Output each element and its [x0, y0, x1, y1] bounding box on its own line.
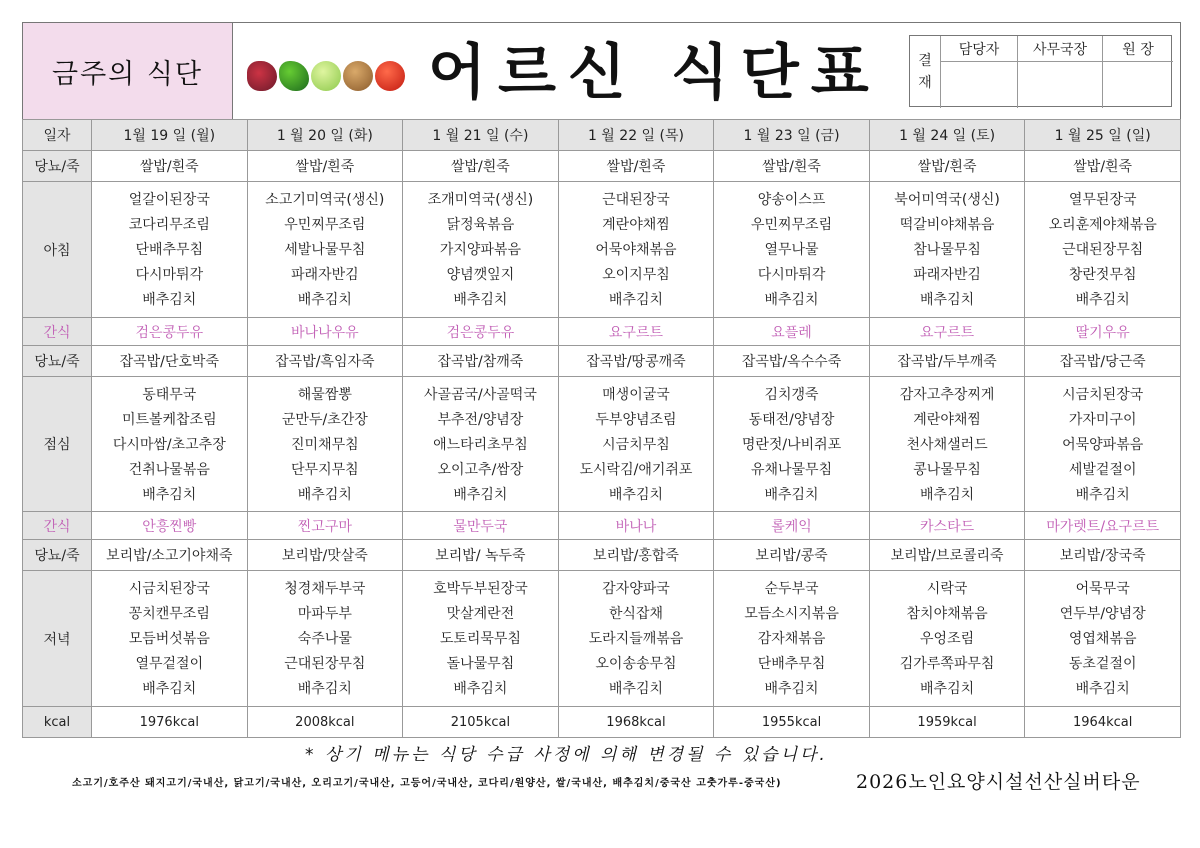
- menu-item: 돌나물무침: [446, 656, 515, 672]
- table-row: [23, 512, 1181, 540]
- menu-item: 시금치된장국: [1062, 387, 1144, 403]
- menu-item: 오이송송무침: [595, 656, 677, 672]
- table-row: [23, 571, 1181, 707]
- approval-label: [910, 36, 940, 108]
- menu-item: 배추김치: [453, 292, 508, 308]
- porridge-cell: 쌀밥/흰죽: [869, 151, 1025, 182]
- breakfast-cell: [403, 182, 559, 318]
- row-label: 당뇨/죽: [23, 346, 92, 377]
- menu-item: 파래자반김: [291, 267, 359, 283]
- porridge-cell: 보리밥/콩죽: [714, 540, 870, 571]
- menu-item: 배추김치: [764, 487, 819, 503]
- porridge-cell: 잡곡밥/당근죽: [1025, 346, 1181, 377]
- dinner-cell: [558, 571, 714, 707]
- porridge-cell: 보리밥/ 녹두죽: [403, 540, 559, 571]
- snack-cell: 요구르트: [558, 318, 714, 346]
- dinner-cell: [869, 571, 1025, 707]
- menu-item: 감자고추장찌게: [899, 387, 995, 403]
- lettuce-icon: [247, 61, 277, 91]
- porridge-cell: 잡곡밥/단호박죽: [92, 346, 248, 377]
- row-label: 당뇨/죽: [23, 540, 92, 571]
- menu-item: 마파두부: [297, 606, 352, 622]
- porridge-cell: 쌀밥/흰죽: [1025, 151, 1181, 182]
- menu-item: 우엉조림: [920, 631, 975, 647]
- menu-item: 우민찌무조림: [284, 217, 366, 233]
- menu-item: 배추김치: [764, 681, 819, 697]
- institution-name: 2026노인요양시설선산실버타운: [856, 771, 1141, 793]
- porridge-cell: 잡곡밥/참깨죽: [403, 346, 559, 377]
- porridge-cell: 잡곡밥/땅콩깨죽: [558, 346, 714, 377]
- snack-cell: 카스타드: [869, 512, 1025, 540]
- date-cell: 1 월 22 일 (목): [558, 120, 714, 151]
- menu-item: 한식잡채: [608, 606, 664, 622]
- approval-label-1: 결: [918, 53, 932, 69]
- menu-item: 배추김치: [1075, 681, 1130, 697]
- menu-item: 가자미구이: [1068, 412, 1137, 428]
- menu-item: 애느타리초무침: [433, 437, 528, 453]
- menu-item: 명란젓/나비쥐포: [741, 437, 842, 453]
- table-row: [23, 151, 1181, 182]
- menu-item: 닭정육볶음: [446, 217, 515, 233]
- kcal-cell: 1959kcal: [869, 707, 1025, 738]
- menu-item: 군만두/초간장: [281, 412, 368, 428]
- table-row: [23, 318, 1181, 346]
- porridge-cell: 보리밥/홍합죽: [558, 540, 714, 571]
- menu-item: 김가루쪽파무침: [899, 656, 995, 672]
- menu-item: 열무된장국: [1068, 192, 1137, 208]
- kcal-cell: 1955kcal: [714, 707, 870, 738]
- snack-cell: 바나나: [558, 512, 714, 540]
- lunch-cell: [558, 377, 714, 512]
- menu-item: 가지양파볶음: [439, 242, 521, 258]
- menu-item: 어묵야채볶음: [595, 242, 677, 258]
- snack-cell: 요구르트: [869, 318, 1025, 346]
- porridge-cell: 쌀밥/흰죽: [558, 151, 714, 182]
- porridge-cell: 쌀밥/흰죽: [714, 151, 870, 182]
- menu-item: 소고기미역국(생신): [265, 192, 385, 208]
- snack-cell: 딸기우유: [1025, 318, 1181, 346]
- snack-cell: 마가렛트/요구르트: [1025, 512, 1181, 540]
- menu-item: 얼갈이된장국: [128, 192, 210, 208]
- menu-item: 배추김치: [453, 487, 508, 503]
- menu-item: 진미채무침: [291, 437, 359, 453]
- menu-item: 숙주나물: [297, 631, 352, 647]
- table-row: [23, 182, 1181, 318]
- menu-item: 순두부국: [764, 581, 819, 597]
- menu-item: 배추김치: [297, 487, 352, 503]
- menu-item: 배추김치: [1075, 292, 1130, 308]
- menu-item: 단배추무침: [757, 656, 826, 672]
- menu-item: 사골곰국/사골떡국: [423, 387, 537, 403]
- menu-item: 양송이스프: [757, 192, 826, 208]
- snack-cell: 요플레: [714, 318, 870, 346]
- menu-item: 우민찌무조림: [750, 217, 833, 233]
- date-cell: 1 월 24 일 (토): [869, 120, 1025, 151]
- approval-signature-cell: [940, 61, 1017, 108]
- menu-item: 모듬버섯볶음: [128, 631, 210, 647]
- breakfast-cell: [558, 182, 714, 318]
- menu-item: 배추김치: [297, 292, 352, 308]
- vegetable-icons: [247, 61, 405, 91]
- menu-item: 배추김치: [608, 487, 664, 503]
- date-cell: 1 월 21 일 (수): [403, 120, 559, 151]
- porridge-cell: 쌀밥/흰죽: [92, 151, 248, 182]
- menu-item: 유채나물무침: [750, 462, 833, 478]
- kcal-cell: 2008kcal: [247, 707, 403, 738]
- menu-item: 단무지무침: [291, 462, 359, 478]
- menu-item: 감자채볶음: [757, 631, 826, 647]
- table-row: [23, 346, 1181, 377]
- porridge-cell: 잡곡밥/옥수수죽: [714, 346, 870, 377]
- snack-cell: 물만두국: [403, 512, 559, 540]
- menu-item: 시금치무침: [602, 437, 670, 453]
- date-cell: 1 월 25 일 (일): [1025, 120, 1181, 151]
- menu-item: 떡갈비야채볶음: [899, 217, 995, 233]
- approval-signature-cell: [1017, 61, 1102, 108]
- menu-item: 동태무국: [142, 387, 197, 403]
- menu-item: 시락국: [926, 581, 968, 597]
- menu-item: 꽁치캔무조림: [128, 606, 210, 622]
- menu-item: 김치갱죽: [764, 387, 819, 403]
- lunch-cell: [714, 377, 870, 512]
- menu-item: 배추김치: [608, 681, 664, 697]
- menu-item: 오이지무침: [602, 267, 670, 283]
- dinner-cell: [714, 571, 870, 707]
- week-label: 금주의 식단: [23, 23, 233, 119]
- menu-item: 어묵무국: [1075, 581, 1130, 597]
- menu-item: 계란야채찜: [602, 217, 670, 233]
- menu-item: 천사채샐러드: [906, 437, 988, 453]
- menu-item: 배추김치: [608, 292, 664, 308]
- breakfast-cell: [714, 182, 870, 318]
- menu-item: 코다리무조림: [128, 217, 210, 233]
- approval-role: 원 장: [1102, 36, 1173, 61]
- menu-item: 청경채두부국: [284, 581, 366, 597]
- kcal-cell: 2105kcal: [403, 707, 559, 738]
- lunch-cell: [1025, 377, 1181, 512]
- menu-item: 해물짬뽕: [297, 387, 352, 403]
- breakfast-cell: [1025, 182, 1181, 318]
- table-row: [23, 120, 1181, 151]
- approval-role: 사무국장: [1017, 36, 1102, 61]
- menu-item: 열무겉절이: [135, 656, 204, 672]
- menu-item: 배추김치: [142, 681, 197, 697]
- table-row: [23, 540, 1181, 571]
- menu-item: 배추김치: [920, 292, 975, 308]
- menu-item: 파래자반김: [913, 267, 981, 283]
- date-cell: 1월 19 일 (월): [92, 120, 248, 151]
- tomato-icon: [375, 61, 405, 91]
- menu-item: 배추김치: [453, 681, 508, 697]
- menu-item: 두부양념조림: [595, 412, 677, 428]
- date-cell: 1 월 20 일 (화): [247, 120, 403, 151]
- menu-item: 오이고추/쌈장: [437, 462, 524, 478]
- row-label: 저녁: [23, 571, 92, 707]
- date-cell: 1 월 23 일 (금): [714, 120, 870, 151]
- menu-item: 호박두부된장국: [433, 581, 528, 597]
- snack-cell: 롤케익: [714, 512, 870, 540]
- menu-item: 배추김치: [920, 681, 975, 697]
- kcal-cell: 1964kcal: [1025, 707, 1181, 738]
- menu-item: 북어미역국(생신): [894, 192, 1000, 208]
- menu-item: 도시락김/애기쥐포: [579, 462, 693, 478]
- menu-item: 근대된장국: [602, 192, 670, 208]
- menu-table: [22, 119, 1181, 738]
- snack-cell: 검은콩두유: [92, 318, 248, 346]
- snack-cell: 바나나우유: [247, 318, 403, 346]
- menu-item: 콩나물무침: [913, 462, 981, 478]
- pepper-icon: [279, 61, 309, 91]
- porridge-cell: 보리밥/소고기야채죽: [92, 540, 248, 571]
- menu-item: 다시마튀각: [757, 267, 826, 283]
- dinner-cell: [92, 571, 248, 707]
- snack-cell: 검은콩두유: [403, 318, 559, 346]
- lunch-cell: [92, 377, 248, 512]
- menu-item: 세발겉절이: [1068, 462, 1137, 478]
- breakfast-cell: [869, 182, 1025, 318]
- row-label: 아침: [23, 182, 92, 318]
- menu-item: 부추전/양념장: [437, 412, 524, 428]
- porridge-cell: 잡곡밥/흑임자죽: [247, 346, 403, 377]
- breakfast-cell: [92, 182, 248, 318]
- menu-item: 시금치된장국: [128, 581, 210, 597]
- row-label: 간식: [23, 512, 92, 540]
- lunch-cell: [403, 377, 559, 512]
- menu-item: 근대된장무침: [1062, 242, 1144, 258]
- menu-item: 연두부/양념장: [1059, 606, 1146, 622]
- kcal-cell: 1976kcal: [92, 707, 248, 738]
- header: [22, 22, 1181, 119]
- menu-item: 다시마튀각: [135, 267, 204, 283]
- menu-item: 배추김치: [764, 292, 819, 308]
- menu-item: 창란젓무침: [1068, 267, 1137, 283]
- menu-item: 배추김치: [1075, 487, 1130, 503]
- menu-item: 맛살계란전: [446, 606, 515, 622]
- lunch-cell: [247, 377, 403, 512]
- footer-note: * 상기 메뉴는 식당 수급 사정에 의해 변경될 수 있습니다.: [305, 745, 828, 765]
- menu-item: 세발나물무침: [284, 242, 366, 258]
- porridge-cell: 보리밥/맛살죽: [247, 540, 403, 571]
- menu-item: 배추김치: [142, 292, 197, 308]
- porridge-cell: 보리밥/브로콜리죽: [869, 540, 1025, 571]
- menu-item: 배추김치: [920, 487, 975, 503]
- menu-item: 미트볼케찹조림: [121, 412, 217, 428]
- menu-item: 도토리묵무침: [439, 631, 521, 647]
- menu-item: 참치야채볶음: [906, 606, 988, 622]
- menu-item: 영엽채볶음: [1068, 631, 1137, 647]
- snack-cell: 찐고구마: [247, 512, 403, 540]
- lunch-cell: [869, 377, 1025, 512]
- menu-item: 배추김치: [297, 681, 352, 697]
- dinner-cell: [403, 571, 559, 707]
- menu-item: 다시마쌈/초고추장: [112, 437, 226, 453]
- dinner-cell: [247, 571, 403, 707]
- row-label: 간식: [23, 318, 92, 346]
- menu-item: 어묵양파볶음: [1062, 437, 1144, 453]
- origin-info: 소고기/호주산 돼지고기/국내산, 닭고기/국내산, 오리고기/국내산, 고등어/국내산, 코다리/원양산, 쌀/국내산, 배추김치/중국산 고춧가루-중국산): [72, 778, 782, 789]
- menu-item: 단배추무침: [135, 242, 204, 258]
- menu-item: 계란야채찜: [913, 412, 981, 428]
- page-title: 어르신 식단표: [428, 38, 881, 108]
- table-row: [23, 707, 1181, 738]
- menu-item: 건취나물볶음: [128, 462, 210, 478]
- menu-item: 동태전/양념장: [748, 412, 835, 428]
- row-label: kcal: [23, 707, 92, 738]
- menu-item: 배추김치: [142, 487, 197, 503]
- menu-item: 모듬소시지볶음: [744, 606, 839, 622]
- menu-item: 오리훈제야채볶음: [1048, 217, 1157, 233]
- approval-role: 담당자: [940, 36, 1017, 61]
- menu-item: 동초겉절이: [1068, 656, 1137, 672]
- row-label: 점심: [23, 377, 92, 512]
- menu-item: 열무나물: [764, 242, 819, 258]
- menu-item: 근대된장무침: [284, 656, 366, 672]
- breakfast-cell: [247, 182, 403, 318]
- porridge-cell: 쌀밥/흰죽: [403, 151, 559, 182]
- menu-item: 양념깻잎지: [446, 267, 515, 283]
- table-row: [23, 377, 1181, 512]
- approval-signature-cell: [1102, 61, 1173, 108]
- snack-cell: 안흥찐빵: [92, 512, 248, 540]
- approval-label-2: 재: [918, 75, 932, 91]
- kcal-cell: 1968kcal: [558, 707, 714, 738]
- cabbage-icon: [311, 61, 341, 91]
- potato-icon: [343, 61, 373, 91]
- menu-item: 조개미역국(생신): [427, 192, 534, 208]
- row-label: 당뇨/죽: [23, 151, 92, 182]
- menu-item: 감자양파국: [602, 581, 670, 597]
- dinner-cell: [1025, 571, 1181, 707]
- approval-box: [909, 35, 1172, 107]
- menu-item: 매생이굴국: [602, 387, 670, 403]
- porridge-cell: 쌀밥/흰죽: [247, 151, 403, 182]
- porridge-cell: 보리밥/장국죽: [1025, 540, 1181, 571]
- row-label: 일자: [23, 120, 92, 151]
- menu-item: 도라지들깨볶음: [588, 631, 684, 647]
- menu-item: 참나물무침: [913, 242, 981, 258]
- porridge-cell: 잡곡밥/두부깨죽: [869, 346, 1025, 377]
